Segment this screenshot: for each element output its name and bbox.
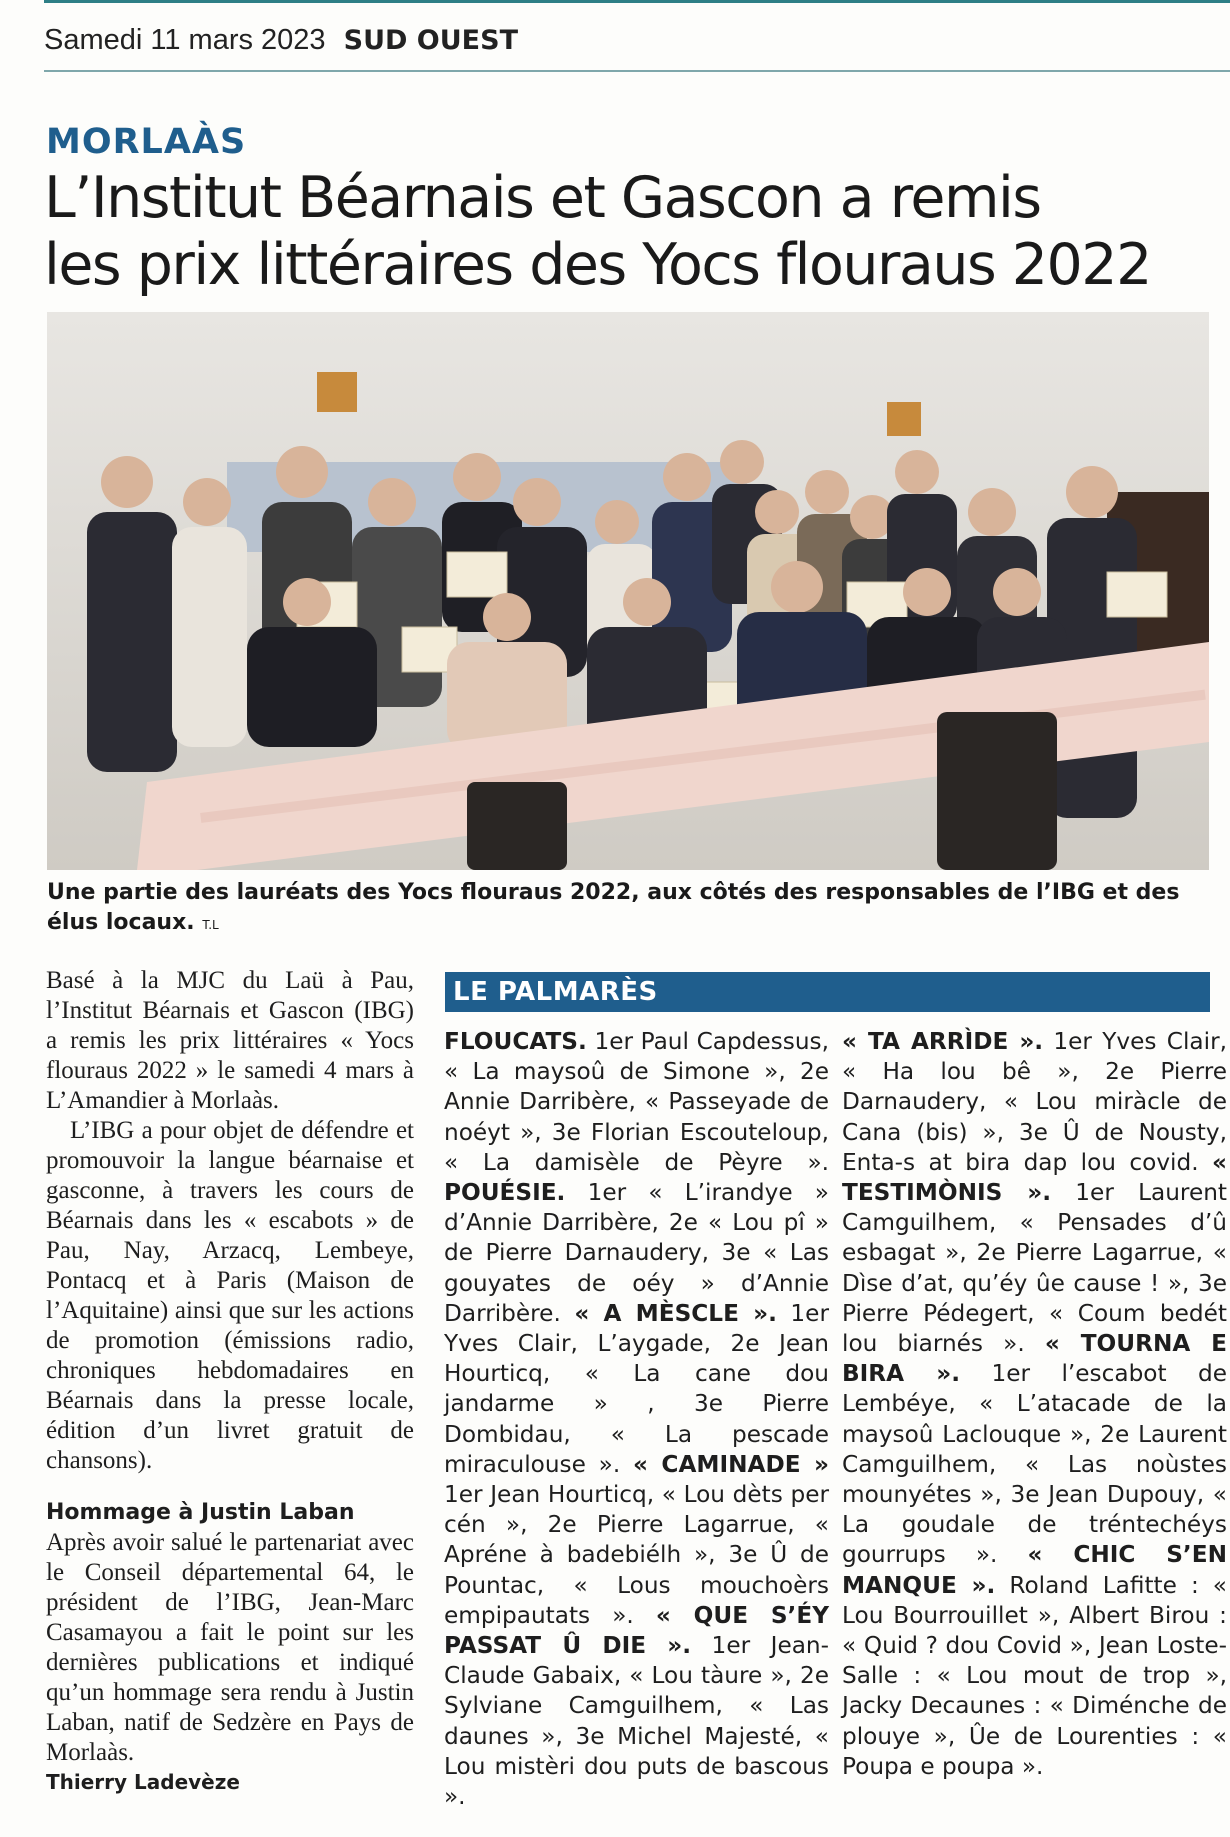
category-tourna-e-bira: « TOURNA E BIRA ».: [842, 1330, 1227, 1388]
group-photo-illustration: [47, 312, 1209, 870]
category-que-sey-passat: « QUE S’ÉY PASSAT Û DIE ».: [444, 1601, 829, 1660]
category-ta-arride-winners: 1er Yves Clair, « Ha lou bê », 2e Pierre Darnaudery, « Lou miràcle de Cana (bis) », 3e Û de Nousty, Enta-s at bira dap lou covid.: [842, 1028, 1227, 1176]
top-rule: [44, 0, 1230, 3]
category-testimonis: « TESTIMÒNIS ».: [842, 1148, 1227, 1207]
article-subhead: Hommage à Justin Laban: [46, 1500, 355, 1525]
category-tourna-e-bira-winners: 1er l’escabot de Lembéye, « L’atacade de la maysoû Laclouque », 2e Laurent Camguilhem, « Las noùstes mounyétes », 3e Jean Dupouy, « La goudale de tréntechéys gourrups ».: [842, 1360, 1227, 1569]
category-chic-sen-manque: « CHIC S’EN MANQUE ».: [842, 1541, 1227, 1599]
category-caminade-winners: 1er Jean Hourticq, « Lou dèts per cén », 2e Pierre Lagarrue, « Apréne à badebiélh », 3e Û de Pountac, « Lous mouchoèrs empipautats ».: [444, 1481, 829, 1629]
photo-caption: [47, 878, 1207, 940]
palmares-header: [445, 972, 1210, 1012]
newspaper-name: SUD OUEST: [343, 25, 518, 56]
category-caminade: « CAMINADE »: [632, 1450, 829, 1478]
issue-date: Samedi 11 mars 2023: [44, 24, 326, 56]
category-floucats-winners: 1er Paul Capdessus, « La maysoû de Simone », 2e Annie Darribère, « Passeyade de noéyt », 3e Florian Escouteloup, « La damisèle de Pèyre ».: [444, 1028, 829, 1176]
headline-line-2: les prix littéraires des Yocs flouraus 2022: [44, 232, 1151, 298]
category-ta-arride: « TA ARRÌDE ».: [842, 1028, 1044, 1055]
author-byline: Thierry Ladevèze: [46, 1770, 240, 1794]
header-rule: [44, 70, 1230, 72]
article-body: [46, 966, 414, 1796]
headline-line-1: L’Institut Béarnais et Gascon a remis: [44, 165, 1041, 231]
category-floucats: FLOUCATS.: [444, 1028, 587, 1055]
kicker-location: MORLAÀS: [46, 122, 247, 162]
paragraph-hommage: Après avoir salué le partenariat avec le Conseil départemental 64, le président de l’IBG, Jean-Marc Casamayou a fait le point sur les dernières publications et indiqué qu’un hommage sera rendu à Justin Laban, natif de Sedzère en Pays de Morlaàs.: [46, 1529, 414, 1766]
category-pouesie: POUÉSIE.: [444, 1179, 566, 1207]
category-a-mescle-winners: 1er Yves Clair, L’aygade, 2e Jean Hourticq, « La cane dou jandarme » , 3e Pierre Dombidau, « La pescade miraculouse ».: [444, 1299, 829, 1478]
paragraph-mission: L’IBG a pour objet de défendre et promouvoir la langue béarnaise et gasconne, à travers les cours de Béarnais dans les « escabots » de Pau, Nay, Arzacq, Lembeye, Pontacq et à Paris (Maison de l’Aquitaine) ainsi que sur les actions de promotion (émissions radio, chroniques hebdomadaires en Béarnais dans la presse locale, édition d’un livret gratuit de chansons).: [46, 1117, 414, 1474]
category-pouesie-winners: 1er « L’irandye » d’Annie Darribère, 2e « Lou pî » de Pierre Darnaudery, 3e « Las gouyates de oéy » d’Annie Darribère.: [444, 1179, 829, 1327]
category-que-sey-passat-winners: 1er Jean-Claude Gabaix, « Lou tàure », 2e Sylviane Camguilhem, « Las daunes », 3e Michel Majesté, « Lou mistèri dou puts de bascous ».: [444, 1632, 829, 1811]
page-header: [44, 24, 518, 57]
category-chic-sen-manque-winners: Roland Lafitte : « Lou Bourrouillet », Albert Birou : « Quid ? dou Covid », Jean Loste-Salle : « Lou mout de trop », Jacky Decaunes : « Diménche de plouye », Ûe de Lourenties : « Poupa e poupa ».: [842, 1571, 1227, 1780]
palmares-column-1: [444, 1027, 829, 1812]
palmares-column-2: [842, 1027, 1227, 1782]
category-a-mescle: « A MÈSCLE ».: [574, 1299, 777, 1327]
palmares-title: LE PALMARÈS: [453, 977, 658, 1007]
photo-credit: T.L: [202, 918, 219, 932]
category-testimonis-winners: 1er Laurent Camguilhem, « Pensades d’û esbagat », 2e Pierre Lagarrue, « Dìse d’at, qu’éy ûe cause ! », 3e Pierre Pédegert, « Coum bedét lou biarnés ».: [842, 1179, 1227, 1358]
paragraph-intro: Basé à la MJC du Laü à Pau, l’Institut Béarnais et Gascon (IBG) a remis les prix littéraires « Yocs flouraus 2022 » le samedi 4 mars à L’Amandier à Morlaàs.: [46, 967, 414, 1114]
headline: [44, 165, 1224, 299]
caption-text: Une partie des lauréats des Yocs flouraus 2022, aux côtés des responsables de l’IBG et des élus locaux.: [47, 880, 1180, 935]
group-photo: [47, 312, 1209, 870]
